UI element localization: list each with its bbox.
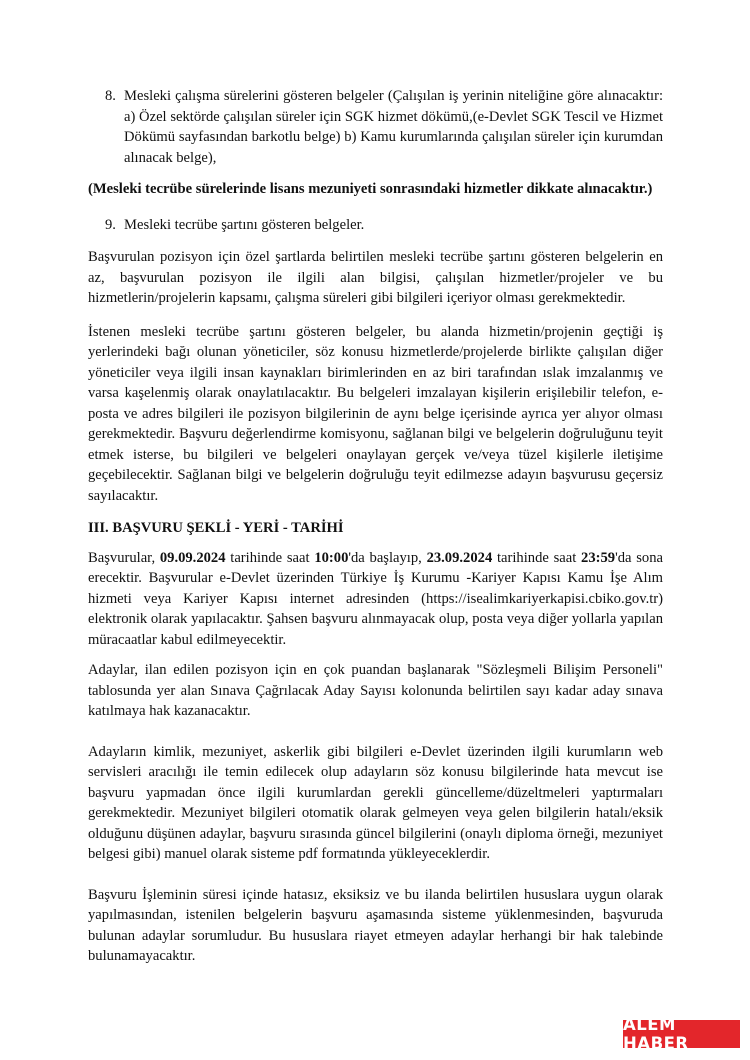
paragraph-candidates: Adaylar, ilan edilen pozisyon için en çok puandan başlanarak "Sözleşmeli Bilişim Personeli" tablosunda yer alan Sınava Çağrılacak Aday Sayısı kolonunda belirtilen sayı kadar aday sınava katılmaya hak kazanacaktır.: [88, 662, 663, 719]
list-item-8: [88, 86, 663, 168]
text-span: Başvurular,: [88, 549, 160, 566]
list-item-text: Mesleki tecrübe şartını gösteren belgeler.: [124, 216, 365, 233]
list-item-text: Mesleki çalışma sürelerini gösteren belgeler (Çalışılan iş yerinin niteliğine göre alınacaktır: a) Özel sektörde çalışılan süreler için SGK hizmet dökümü,(e-Devlet SGK Tescil ve Hizmet Dökümü sayfasından barkotlu belge) b) Kamu kurumlarında çalışılan süreler için kurumdan alınacak belge),: [124, 88, 663, 166]
text-span: 'da sona erecektir. Başvurular e-Devlet üzerinden Türkiye İş Kurumu -Kariyer Kapısı Kamu İşe Alım hizmeti veya Kariyer Kapısı internet adresinden (https://isealimkariyerkapisi.cbiko.gov.tr) elektronik olarak yapılacaktır. Şahsen başvuru alınmayacak olup, posta veya diğer yollarla yapılan müracaatlar kabul edilmeyecektir.: [88, 549, 663, 648]
text-span: tarihinde saat: [492, 549, 582, 566]
document-page: [88, 86, 663, 967]
end-date: 23.09.2024: [426, 549, 493, 566]
text-span: tarihinde saat: [225, 549, 315, 566]
start-date: 09.09.2024: [159, 549, 226, 566]
text-span: 'da başlayıp,: [348, 549, 427, 566]
section-heading: III. BAŞVURU ŞEKLİ - YERİ - TARİHİ: [88, 520, 344, 536]
end-time: 23:59: [581, 549, 616, 566]
paragraph-responsibility: Başvuru İşleminin süresi içinde hatasız, eksiksiz ve bu ilanda belirtilen hususlara uygun olarak yapılmasından, istenilen belgelerin başvuru aşamasında sisteme yüklenmesinden, başvuruda bulunan adaylar sorumludur. Bu hususlara riayet etmeyen adaylar herhangi bir hak talebinde bulunamayacaktır.: [88, 886, 663, 964]
watermark-logo: ALEM HABER: [623, 1020, 740, 1048]
list-item-9: [88, 215, 663, 236]
note-bold: (Mesleki tecrübe sürelerinde lisans mezuniyeti sonrasındaki hizmetler dikkate alınacaktır.): [88, 181, 653, 197]
list-number: 8.: [105, 88, 116, 104]
paragraph-experience-docs: Başvurulan pozisyon için özel şartlarda belirtilen mesleki tecrübe şartını gösteren belgelerin en az, başvurulan pozisyon ile ilgili alan bilgisi, çalışılan hizmetler/projeler ve bu hizmetlerin/projelerin kapsamı, çalışma süreleri gibi bilgileri içeriyor olması gerekmektedir.: [88, 249, 663, 306]
paragraph-approval: İstenen mesleki tecrübe şartını gösteren belgeler, bu alanda hizmetin/projenin geçtiği iş yerlerindeki bağı olunan yöneticiler, söz konusu hizmetlerde/projelerde birlikte çalışılan diğer yöneticiler veya ilgili insan kaynakları birimlerinden en az biri tarafından ıslak imzalanmış ve varsa kaşelenmiş olarak onaylatılacaktır. Bu belgeleri imzalayan kişilerin erişilebilir telefon, e-posta ve adres bilgileri ile pozisyon bilgilerinin de aynı belge içerisinde ayrıca yer alıyor olması gerekmektedir. Başvuru değerlendirme komisyonu, sağlanan bilgi ve belgelerin doğruluğunu teyit etmek isterse, bu bilgileri ve belgeleri onaylayan gerçek ve/veya tüzel kişilerle iletişime geçebilecektir. Sağlanan bilgi ve belgelerin doğruluğu teyit edilmezse adayın başvurusu geçersiz sayılacaktır.: [88, 323, 663, 504]
start-time: 10:00: [314, 549, 349, 566]
paragraph-application-dates: [88, 548, 663, 651]
list-number: 9.: [105, 216, 116, 233]
paragraph-edevlet: Adayların kimlik, mezuniyet, askerlik gibi bilgileri e-Devlet üzerinden ilgili kurumların web servisleri aracılığı ile temin edilecek olup adayların söz konusu bilgilerinde hata mevcut ise başvuru yapmadan önce ilgili kurumlardan gerekli güncelleme/düzeltmeleri yaptırmaları gerekmektedir. Mezuniyet bilgileri otomatik olarak gelmeyen veya gelen bilgilerin hatalı/eksik olduğunu düşünen adaylar, başvuru sırasında güncel bilgilerini (onaylı diploma örneği, mezuniyet belgesi gibi) manuel olarak sisteme pdf formatında yükleyeceklerdir.: [88, 743, 663, 862]
